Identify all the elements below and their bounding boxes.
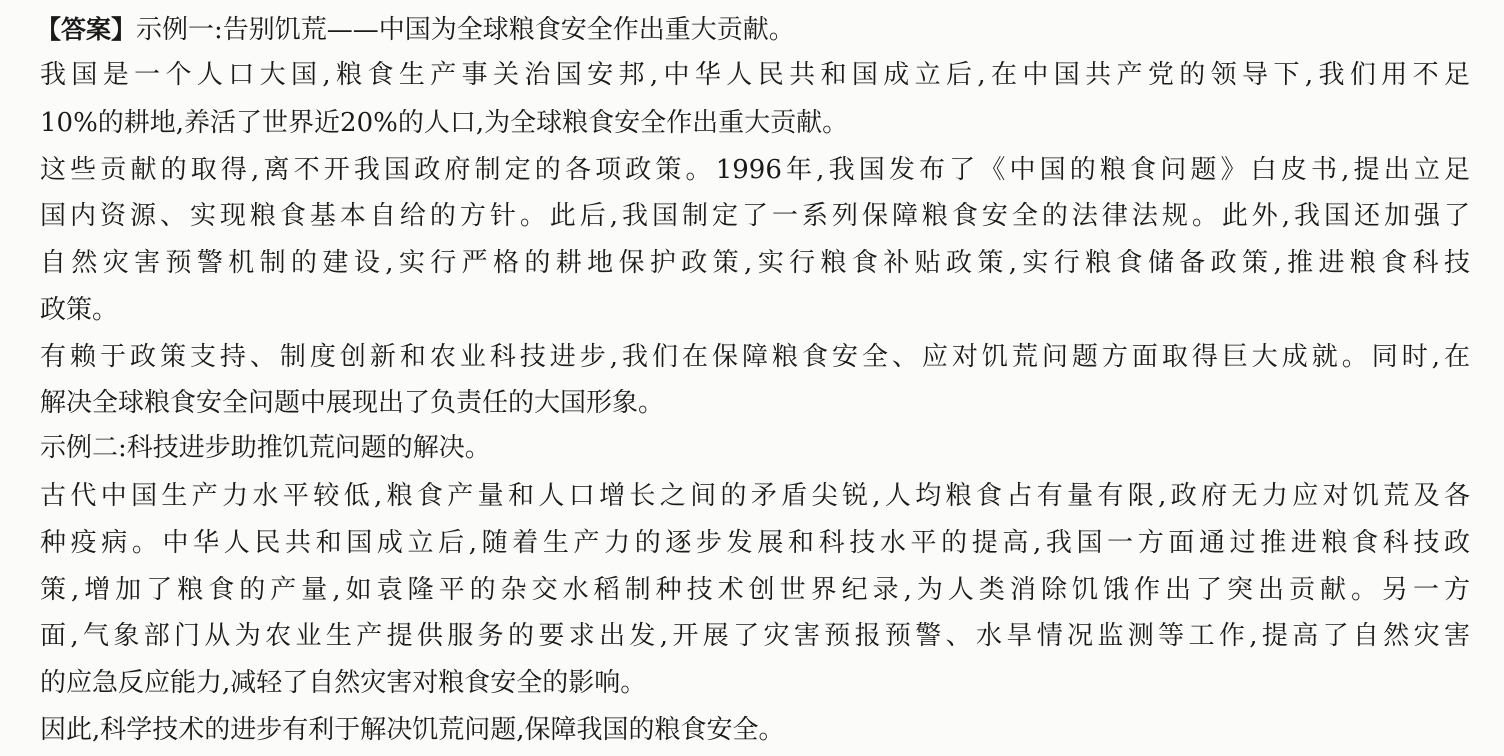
paragraph-4-line-3: 策,增加了粮食的产量,如袁隆平的杂交水稻制种技术创世界纪录,为人类消除饥饿作出了突出贡献。另一方 [40,575,1470,605]
paragraph-4-line-2: 种疫病。中华人民共和国成立后,随着生产力的逐步发展和科技水平的提高,我国一方面通过推进粮食科技政 [40,528,1470,558]
paragraph-4-line-4: 面,气象部门从为农业生产提供服务的要求出发,开展了灾害预报预警、水旱情况监测等工作,提高了自然灾害 [40,621,1470,651]
paragraph-2-line-4: 政策。 [40,295,119,325]
example-1-heading-line [36,10,1466,50]
paragraph-2-line-3: 自然灾害预警机制的建设,实行严格的耕地保护政策,实行粮食补贴政策,实行粮食储备政策,推进粮食科技 [40,248,1470,278]
paragraph-1-line-2: 10%的耕地,养活了世界近20%的人口,为全球粮食安全作出重大贡献。 [40,108,849,138]
paragraph-4-line-1: 古代中国生产力水平较低,粮食产量和人口增长之间的矛盾尖锐,人均粮食占有量有限,政府无力应对饥荒及各 [40,481,1470,511]
paragraph-2-line-1: 这些贡献的取得,离不开我国政府制定的各项政策。1996年,我国发布了《中国的粮食问题》白皮书,提出立足 [40,155,1470,185]
paragraph-2-line-2: 国内资源、实现粮食基本自给的方针。此后,我国制定了一系列保障粮食安全的法律法规。此外,我国还加强了 [40,201,1470,231]
paragraph-4-line-5: 的应急反应能力,减轻了自然灾害对粮食安全的影响。 [40,668,647,698]
answer-tag: 【答案】 [36,15,137,44]
paragraph-1-line-1: 我国是一个人口大国,粮食生产事关治国安邦,中华人民共和国成立后,在中国共产党的领导下,我们用不足 [40,60,1470,90]
paragraph-3-line-2: 解决全球粮食安全问题中展现出了负责任的大国形象。 [40,388,665,418]
example-1-heading: 示例一:告别饥荒——中国为全球粮食安全作出重大贡献。 [136,15,795,45]
example-2-heading: 示例二:科技进步助推饥荒问题的解决。 [40,433,491,463]
conclusion: 因此,科学技术的进步有利于解决饥荒问题,保障我国的粮食安全。 [40,715,785,745]
paragraph-3-line-1: 有赖于政策支持、制度创新和农业科技进步,我们在保障粮食安全、应对饥荒问题方面取得巨大成就。同时,在 [40,342,1470,372]
